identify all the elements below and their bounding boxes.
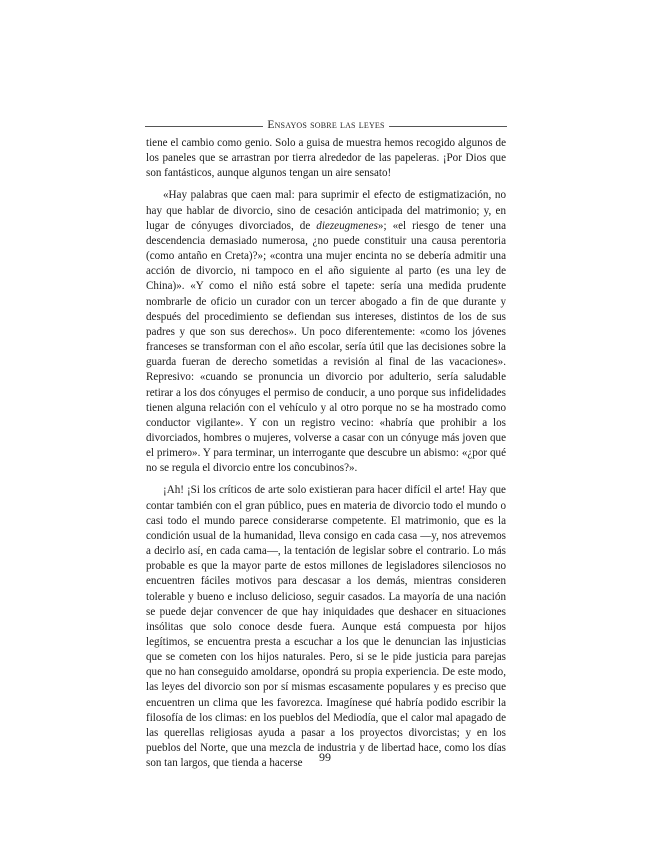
header-rule-right bbox=[389, 126, 507, 127]
running-head-title: Ensayos sobre las leyes bbox=[267, 119, 385, 131]
paragraph: tiene el cambio como genio. Solo a guisa de muestra hemos recogido algunos de los paneles que se arrastran por tierra alrededor de las papeleras. ¡Por Dios que son fantásticos, aunque algunos tengan un aire sensato! bbox=[146, 137, 506, 180]
italic-term: diezeugmenes bbox=[316, 219, 378, 232]
paragraph: «Hay palabras que caen mal: para suprimir el efecto de estigmatización, no hay que hablar de divorcio, sino de cesación anticipada del matrimonio; y, en lugar de cónyuges divorciados, de diezeugmenes»; «el riesgo de tener una descendencia demasiado numerosa, ¿no puede constituir una causa perentoria (como antaño en Creta)?»; «contra una mujer encinta no se debería admitir una acción de divorcio, ni tampoco en el año siguiente al parto (es una ley de China)». «Y como el niño está sobre el tapete: sería una medida prudente nombrarle de oficio un curador con un tercer abogado a fin de que durante y después del procedimiento se defiendan sus intereses, distintos de los de sus padres y que son sus derechos». Un poco diferentemente: «como los jóvenes franceses se transforman con el año escolar, sería útil que las decisiones sobre la guarda fueran de derecho sometidas a revisión al final de las vacaciones». Represivo: «cuando se pronuncia un divorcio por adulterio, sería saludable retirar a los dos cónyuges el permiso de conducir, a uno porque sus infidelidades tienen alguna relación con el vehículo y al otro porque no se ha mostrado como conductor vigilante». Y con un registro vecino: «habría que prohibir a los divorciados, hombres o mujeres, volverse a casar con un cónyuge más joven que el primero». Y para terminar, un interrogante que descubre un abismo: «¿por qué no se regula el divorcio entre los concubinos?». bbox=[146, 189, 506, 475]
paragraph: ¡Ah! ¡Si los críticos de arte solo existieran para hacer difícil el arte! Hay que contar también con el gran público, pues en materia de divorcio todo el mundo o casi todo el mundo parece considerarse competente. El matrimonio, que es la condición usual de la humanidad, lleva consigo en cada casa —y, nos atrevemos a decirlo así, en cada cama—, la tentación de legislar sobre el contrario. Lo más probable es que la mayor parte de estos millones de legisladores silenciosos no encuentren fáciles motivos para descasar a los demás, mientras consideren tolerable y bueno e incluso delicioso, seguir casados. La mayoría de una nación se puede dejar convencer de que hay iniquidades que deshacer en situaciones insólitas que solo conoce desde fuera. Aunque está compuesta por hijos legítimos, se encuentra presta a escuchar a los que le denuncian las injusticias que se cometen con los hijos naturales. Pero, si se le pide justicia para parejas que no han conseguido amoldarse, opondrá su propia experiencia. De este modo, las leyes del divorcio son por sí mismas escasamente populares y es preciso que encuentren un clima que les favorezca. Imagínese qué habría podido escribir la filosofía de los climas: en los pueblos del Mediodía, que el calor mal apagado de las querellas religiosas ayuda a pasar a los proyectos divorcistas; y en los pueblos del Norte, que una mezcla de industria y de libertad hace, como los días son tan largos, que tienda a hacerse bbox=[146, 484, 506, 770]
body-text bbox=[146, 136, 506, 771]
page-number: 99 bbox=[319, 750, 331, 764]
running-head bbox=[145, 119, 507, 131]
header-rule-left bbox=[145, 126, 263, 127]
